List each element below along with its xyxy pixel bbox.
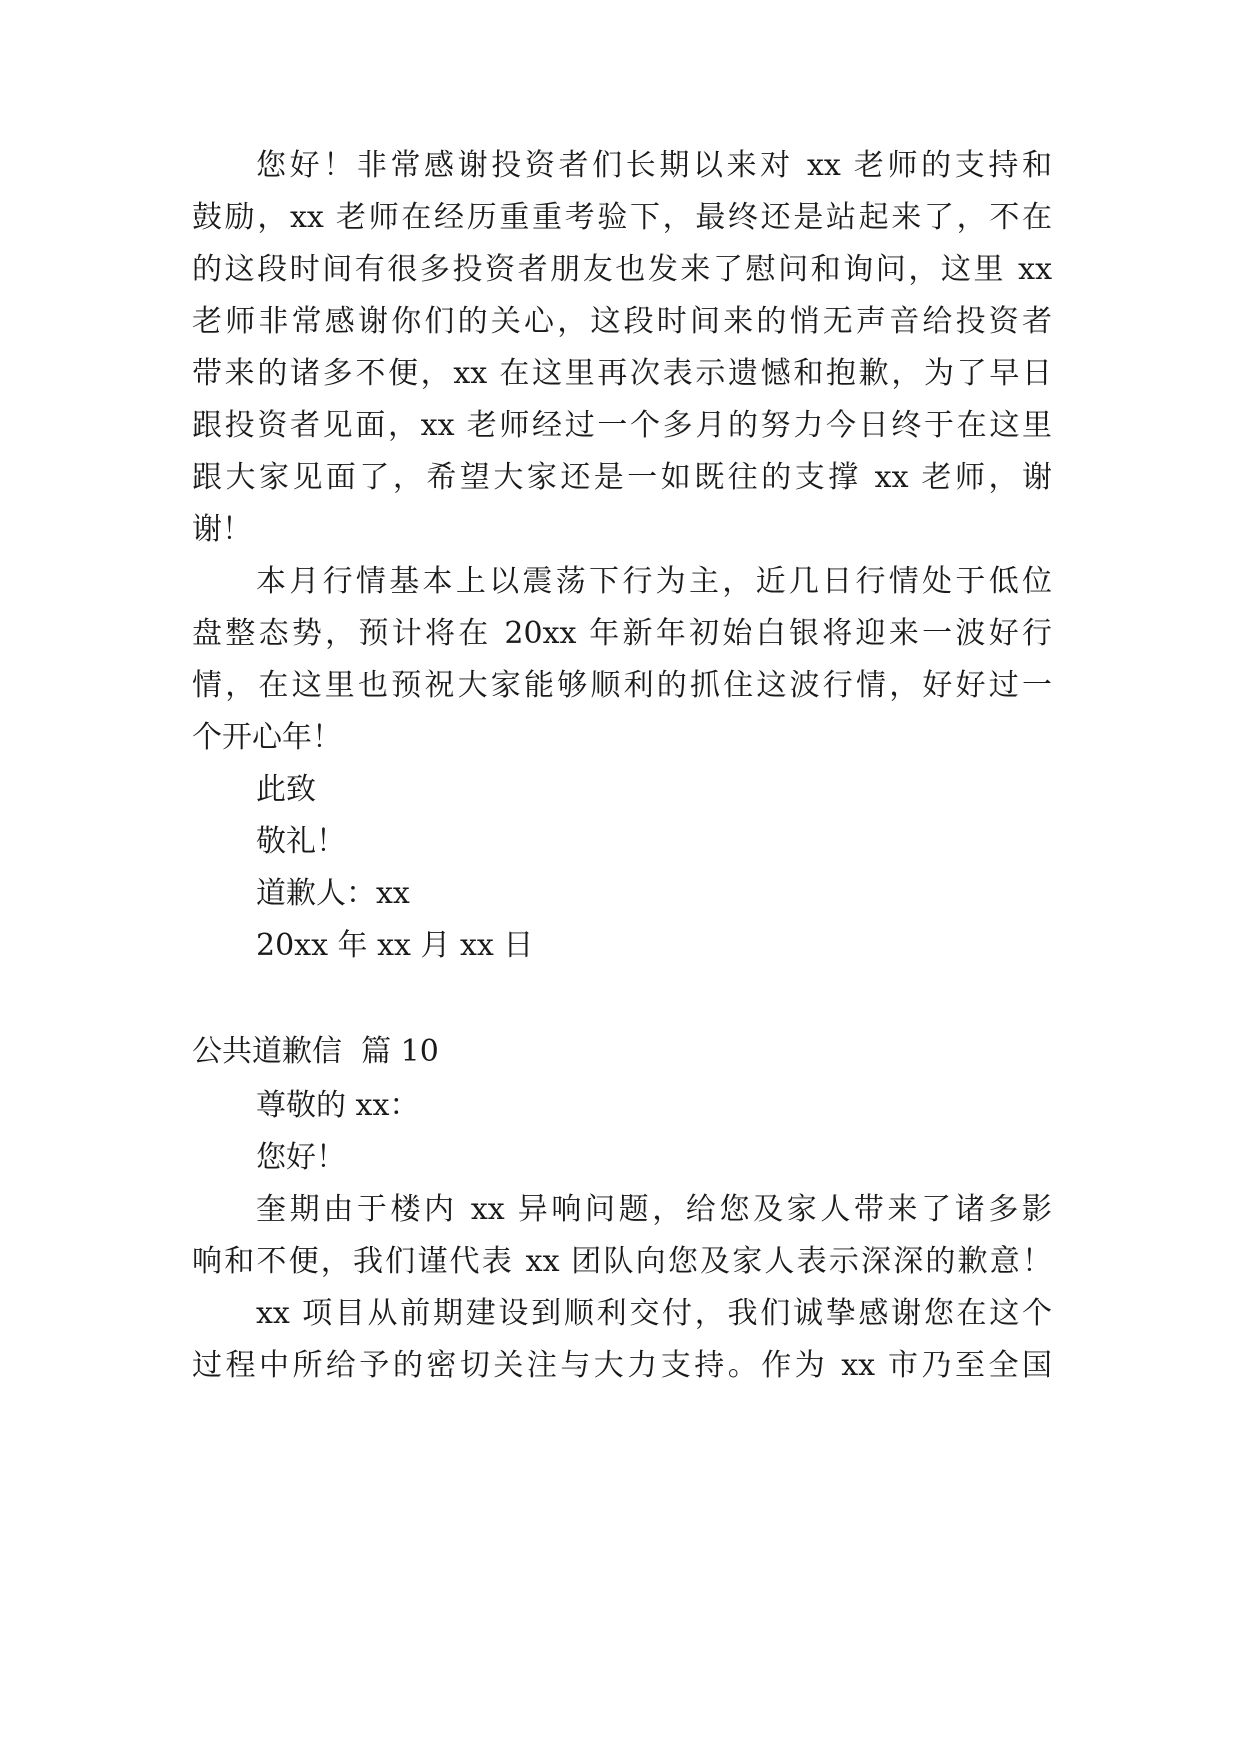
paragraph-line: 跟投资者见面，xx 老师经过一个多月的努力今日终于在这里 [192, 408, 1052, 443]
paragraph-line: 的这段时间有很多投资者朋友也发来了慰问和询问，这里 xx [192, 252, 1052, 287]
paragraph-line: 情，在这里也预祝大家能够顺利的抓住这波行情，好好过一 [192, 668, 1052, 703]
closing-line: 此致 [256, 772, 316, 807]
paragraph-line: 响和不便，我们谨代表 xx 团队向您及家人表示深深的歉意！ [192, 1244, 1052, 1279]
paragraph-line: 鼓励，xx 老师在经历重重考验下，最终还是站起来了，不在 [192, 200, 1052, 235]
paragraph-line: 谢！ [192, 512, 252, 547]
date-line: 20xx 年 xx 月 xx 日 [256, 928, 534, 963]
paragraph-line: 您好！非常感谢投资者们长期以来对 xx 老师的支持和 [256, 148, 1052, 183]
paragraph-line: 盘整态势，预计将在 20xx 年新年初始白银将迎来一波好行 [192, 616, 1052, 651]
paragraph-line: 老师非常感谢你们的关心，这段时间来的悄无声音给投资者 [192, 304, 1052, 339]
signature-line: 道歉人：xx [256, 876, 410, 911]
section-title: 公共道歉信 篇 10 [192, 1034, 439, 1069]
greeting-line: 您好！ [256, 1140, 346, 1175]
paragraph-line: 个开心年！ [192, 720, 342, 755]
paragraph-line: 过程中所给予的密切关注与大力支持。作为 xx 市乃至全国 [192, 1348, 1052, 1383]
paragraph-line: 跟大家见面了，希望大家还是一如既往的支撑 xx 老师，谢 [192, 460, 1052, 495]
closing-line: 敬礼！ [256, 824, 346, 859]
paragraph-line: xx 项目从前期建设到顺利交付，我们诚挚感谢您在这个 [256, 1296, 1052, 1331]
salutation-line: 尊敬的 xx： [256, 1088, 420, 1123]
paragraph-line: 本月行情基本上以震荡下行为主，近几日行情处于低位 [256, 564, 1052, 599]
paragraph-line: 带来的诸多不便，xx 在这里再次表示遗憾和抱歉，为了早日 [192, 356, 1052, 391]
paragraph-line: 奎期由于楼内 xx 异响问题，给您及家人带来了诸多影 [256, 1192, 1052, 1227]
